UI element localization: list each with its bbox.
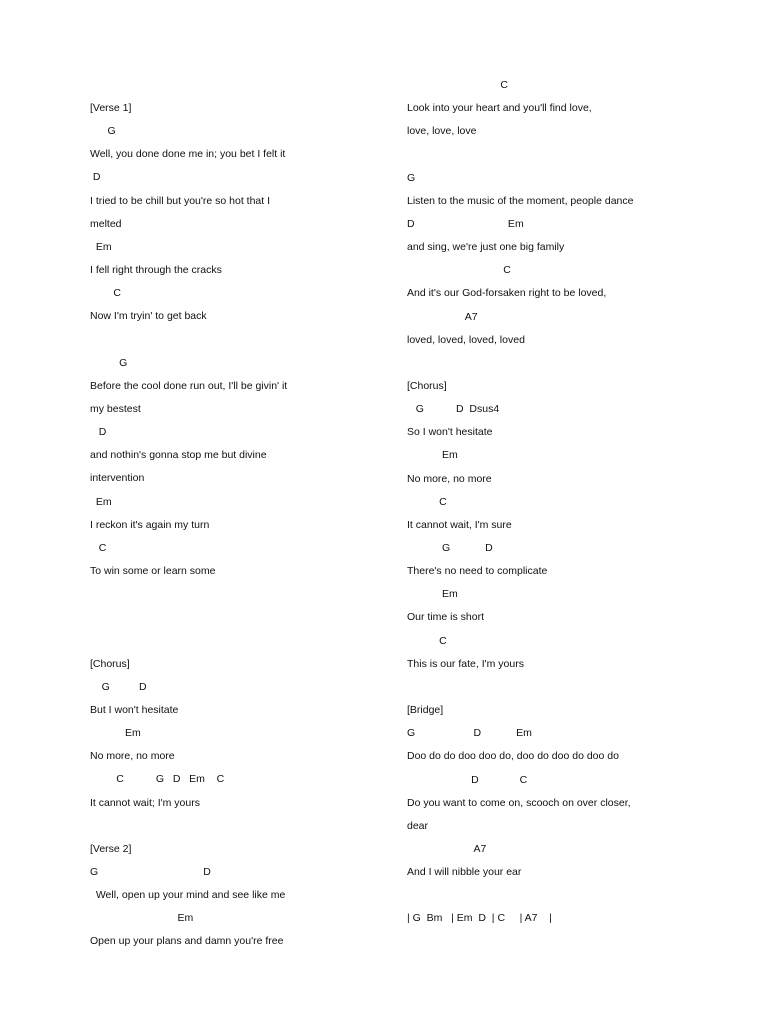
lyric-line: and sing, we're just one big family <box>407 241 565 254</box>
lyric-line: Now I'm tryin' to get back <box>90 310 207 323</box>
chord-line: Em <box>90 727 141 740</box>
lyric-line: I fell right through the cracks <box>90 264 222 277</box>
lyric-line: and nothin's gonna stop me but divine <box>90 449 267 462</box>
chord-line: G <box>407 171 416 184</box>
lyric-line: There's no need to complicate <box>407 565 548 578</box>
chord-line: C <box>90 541 107 554</box>
lyric-line: It cannot wait; I'm yours <box>90 796 200 809</box>
lyric-line: Our time is short <box>407 611 485 624</box>
chord-line: Em <box>90 240 112 253</box>
chord-line: Em <box>407 449 458 462</box>
chord-line: C <box>407 264 511 277</box>
lyric-line: So I won't hesitate <box>407 426 493 439</box>
chord-line: G D <box>90 865 211 878</box>
lyric-line: No more, no more <box>90 750 175 763</box>
lyric-line: No more, no more <box>407 472 492 485</box>
lyric-line: my bestest <box>90 402 141 415</box>
chord-line: D <box>90 171 101 184</box>
chord-line: G <box>90 125 116 138</box>
chord-line: C G D Em C <box>90 773 225 786</box>
lyric-line: melted <box>90 217 122 230</box>
chord-line: G D <box>407 542 493 554</box>
chord-line: C <box>407 634 447 647</box>
lyric-line: This is our fate, I'm yours <box>407 657 524 670</box>
lyric-line: Open up your plans and damn you're free <box>90 935 284 948</box>
lyric-line: To win some or learn some <box>90 565 216 577</box>
section-heading: [Chorus] <box>407 379 447 392</box>
lyric-line: Do you want to come on, scooch on over closer, <box>407 796 631 809</box>
chord-line: C <box>90 287 121 300</box>
lyric-line: Well, you done done me in; you bet I felt it <box>90 148 286 161</box>
lyric-line: It cannot wait, I'm sure <box>407 518 512 531</box>
lyric-line: I tried to be chill but you're so hot that I <box>90 194 271 207</box>
chord-line: Em <box>90 495 112 508</box>
lyric-line: But I won't hesitate <box>90 703 179 716</box>
lyric-line: Doo do do doo doo do, doo do doo do doo do <box>407 750 619 763</box>
chord-line: G D Dsus4 <box>407 403 500 416</box>
chord-line: G <box>90 356 128 369</box>
lyric-line: dear <box>407 819 429 832</box>
section-heading: [Verse 1] <box>90 102 132 114</box>
chord-line: A7 <box>407 310 478 323</box>
lyric-line: I reckon it's again my turn <box>90 518 210 531</box>
lyric-line: And it's our God-forsaken right to be loved, <box>407 287 607 300</box>
chord-line: D Em <box>407 217 524 230</box>
chord-line: | G Bm | Em D | C | A7 | <box>407 912 552 925</box>
chord-line: Em <box>407 588 458 601</box>
section-heading: [Verse 2] <box>90 842 132 855</box>
lyric-line: love, love, love <box>407 125 477 138</box>
section-heading: [Bridge] <box>407 704 444 717</box>
chord-line: C <box>407 495 447 508</box>
lyric-line: loved, loved, loved, loved <box>407 333 525 346</box>
chord-line: D C <box>407 773 528 786</box>
lyric-line: Look into your heart and you'll find love, <box>407 102 592 115</box>
chord-line: G D Em <box>407 727 532 740</box>
chord-line: A7 <box>407 842 487 855</box>
lyric-line: intervention <box>90 472 145 485</box>
chord-line: D <box>90 426 107 439</box>
chord-line: Em <box>90 912 194 925</box>
chord-line: C <box>407 79 508 91</box>
lyric-line: And I will nibble your ear <box>407 866 522 879</box>
chord-line: G D <box>90 680 147 693</box>
section-heading: [Chorus] <box>90 657 130 670</box>
lyric-line: Listen to the music of the moment, people dance <box>407 194 634 207</box>
lyric-line: Before the cool done run out, I'll be givin' it <box>90 379 288 392</box>
lyric-line: Well, open up your mind and see like me <box>90 889 286 902</box>
